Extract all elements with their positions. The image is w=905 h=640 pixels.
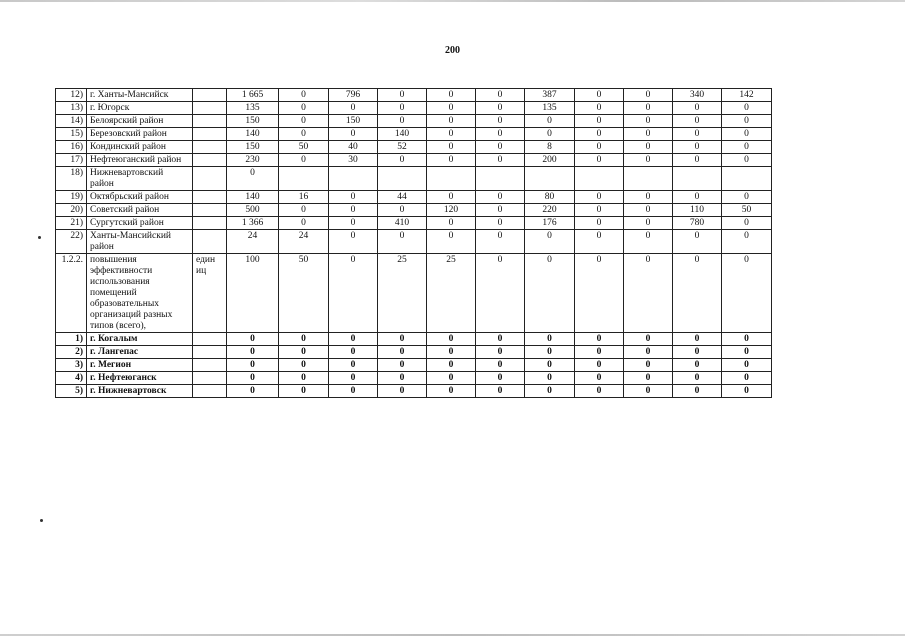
value-cell: 0 — [427, 359, 476, 372]
value-cell: 0 — [476, 128, 525, 141]
value-cell: 0 — [575, 204, 624, 217]
table-row — [56, 254, 772, 333]
value-cell: 0 — [722, 372, 772, 385]
value-cell: 0 — [378, 230, 427, 254]
value-cell: 0 — [673, 359, 722, 372]
value-cell: 0 — [227, 372, 279, 385]
unit-cell — [193, 191, 227, 204]
value-cell: 0 — [227, 333, 279, 346]
value-cell: 0 — [673, 128, 722, 141]
value-cell: 0 — [624, 128, 673, 141]
row-number-cell: 12) — [56, 89, 87, 102]
table-row — [56, 385, 772, 398]
table-row — [56, 230, 772, 254]
data-table — [55, 88, 772, 398]
table-row — [56, 154, 772, 167]
value-cell: 24 — [279, 230, 329, 254]
value-cell: 100 — [227, 254, 279, 333]
value-cell: 0 — [329, 204, 378, 217]
value-cell: 0 — [279, 115, 329, 128]
row-number-cell: 22) — [56, 230, 87, 254]
value-cell: 0 — [329, 372, 378, 385]
value-cell: 0 — [624, 385, 673, 398]
value-cell: 0 — [378, 154, 427, 167]
value-cell: 0 — [279, 359, 329, 372]
unit-cell — [193, 128, 227, 141]
territory-name-cell: г. Нефтеюганск — [87, 372, 193, 385]
value-cell: 0 — [722, 346, 772, 359]
table-row — [56, 204, 772, 217]
value-cell — [427, 167, 476, 191]
value-cell: 0 — [525, 359, 575, 372]
value-cell: 24 — [227, 230, 279, 254]
value-cell: 0 — [329, 217, 378, 230]
value-cell: 0 — [624, 141, 673, 154]
value-cell: 0 — [427, 115, 476, 128]
value-cell: 0 — [624, 115, 673, 128]
table-row — [56, 141, 772, 154]
value-cell: 0 — [575, 385, 624, 398]
value-cell: 150 — [329, 115, 378, 128]
value-cell — [476, 167, 525, 191]
value-cell: 0 — [575, 102, 624, 115]
value-cell: 0 — [476, 217, 525, 230]
value-cell: 0 — [476, 89, 525, 102]
value-cell: 0 — [722, 217, 772, 230]
value-cell: 0 — [227, 359, 279, 372]
value-cell: 0 — [525, 333, 575, 346]
value-cell: 120 — [427, 204, 476, 217]
value-cell: 0 — [525, 115, 575, 128]
value-cell: 0 — [227, 346, 279, 359]
value-cell: 0 — [476, 372, 525, 385]
value-cell: 0 — [575, 230, 624, 254]
territory-name-cell: Нефтеюганский район — [87, 154, 193, 167]
value-cell: 0 — [279, 385, 329, 398]
value-cell: 1 366 — [227, 217, 279, 230]
value-cell: 0 — [722, 254, 772, 333]
value-cell: 0 — [476, 359, 525, 372]
row-number-cell: 5) — [56, 385, 87, 398]
unit-cell — [193, 217, 227, 230]
value-cell: 25 — [378, 254, 427, 333]
value-cell: 0 — [329, 254, 378, 333]
value-cell: 50 — [722, 204, 772, 217]
value-cell — [329, 167, 378, 191]
value-cell: 140 — [378, 128, 427, 141]
value-cell: 0 — [378, 372, 427, 385]
value-cell: 0 — [722, 154, 772, 167]
value-cell: 0 — [575, 359, 624, 372]
value-cell: 0 — [476, 102, 525, 115]
territory-name-cell: г. Лангепас — [87, 346, 193, 359]
scan-edge-bottom — [0, 634, 905, 636]
row-number-cell: 15) — [56, 128, 87, 141]
value-cell: 500 — [227, 204, 279, 217]
value-cell: 0 — [673, 154, 722, 167]
value-cell: 0 — [427, 385, 476, 398]
territory-name-cell: г. Ханты-Мансийск — [87, 89, 193, 102]
value-cell: 0 — [575, 128, 624, 141]
value-cell: 52 — [378, 141, 427, 154]
table-row — [56, 359, 772, 372]
table-row — [56, 115, 772, 128]
value-cell: 0 — [673, 230, 722, 254]
scan-speck — [40, 519, 43, 522]
value-cell: 0 — [427, 128, 476, 141]
value-cell: 0 — [378, 89, 427, 102]
value-cell: 0 — [722, 191, 772, 204]
value-cell: 0 — [378, 115, 427, 128]
value-cell: 0 — [673, 385, 722, 398]
territory-name-cell: Кондинский район — [87, 141, 193, 154]
value-cell: 0 — [575, 115, 624, 128]
value-cell: 0 — [427, 333, 476, 346]
territory-name-cell: Сургутский район — [87, 217, 193, 230]
value-cell: 0 — [575, 191, 624, 204]
value-cell: 0 — [722, 141, 772, 154]
value-cell: 0 — [673, 191, 722, 204]
value-cell: 0 — [722, 230, 772, 254]
territory-name-cell: Березовский район — [87, 128, 193, 141]
value-cell: 0 — [329, 346, 378, 359]
table-row — [56, 102, 772, 115]
value-cell: 50 — [279, 254, 329, 333]
value-cell: 0 — [575, 333, 624, 346]
value-cell: 0 — [279, 89, 329, 102]
value-cell: 80 — [525, 191, 575, 204]
value-cell: 0 — [525, 385, 575, 398]
value-cell: 150 — [227, 141, 279, 154]
territory-name-cell: г. Югорск — [87, 102, 193, 115]
value-cell: 0 — [575, 217, 624, 230]
value-cell: 50 — [279, 141, 329, 154]
value-cell: 0 — [525, 230, 575, 254]
value-cell: 0 — [476, 333, 525, 346]
value-cell — [378, 167, 427, 191]
row-number-cell: 13) — [56, 102, 87, 115]
value-cell: 796 — [329, 89, 378, 102]
value-cell: 0 — [279, 217, 329, 230]
value-cell — [624, 167, 673, 191]
value-cell: 140 — [227, 191, 279, 204]
value-cell: 0 — [427, 372, 476, 385]
row-number-cell: 4) — [56, 372, 87, 385]
value-cell: 0 — [722, 385, 772, 398]
unit-cell — [193, 346, 227, 359]
unit-cell — [193, 89, 227, 102]
value-cell: 0 — [476, 204, 525, 217]
value-cell: 0 — [329, 128, 378, 141]
row-number-cell: 1) — [56, 333, 87, 346]
value-cell: 0 — [624, 89, 673, 102]
territory-name-cell: Советский район — [87, 204, 193, 217]
value-cell: 142 — [722, 89, 772, 102]
value-cell: 0 — [624, 204, 673, 217]
value-cell: 0 — [624, 333, 673, 346]
page-number: 200 — [445, 45, 460, 56]
value-cell: 0 — [575, 89, 624, 102]
value-cell: 0 — [378, 204, 427, 217]
value-cell: 0 — [673, 102, 722, 115]
value-cell: 0 — [673, 254, 722, 333]
value-cell: 0 — [476, 115, 525, 128]
value-cell: 0 — [227, 167, 279, 191]
value-cell: 0 — [624, 217, 673, 230]
value-cell: 40 — [329, 141, 378, 154]
value-cell: 0 — [624, 191, 673, 204]
value-cell: 0 — [624, 102, 673, 115]
row-number-cell: 16) — [56, 141, 87, 154]
value-cell: 0 — [279, 372, 329, 385]
value-cell: 0 — [329, 385, 378, 398]
value-cell — [673, 167, 722, 191]
unit-cell — [193, 385, 227, 398]
value-cell: 176 — [525, 217, 575, 230]
row-number-cell: 19) — [56, 191, 87, 204]
value-cell: 0 — [227, 385, 279, 398]
value-cell: 0 — [525, 346, 575, 359]
table-row — [56, 191, 772, 204]
territory-name-cell: Октябрьский район — [87, 191, 193, 204]
value-cell: 0 — [476, 191, 525, 204]
value-cell: 25 — [427, 254, 476, 333]
row-number-cell: 21) — [56, 217, 87, 230]
territory-name-cell: г. Когалым — [87, 333, 193, 346]
table-row — [56, 89, 772, 102]
value-cell: 0 — [279, 346, 329, 359]
value-cell: 0 — [722, 359, 772, 372]
value-cell: 0 — [476, 141, 525, 154]
table-row — [56, 333, 772, 346]
unit-cell — [193, 154, 227, 167]
value-cell: 44 — [378, 191, 427, 204]
value-cell: 0 — [279, 154, 329, 167]
value-cell: 0 — [378, 102, 427, 115]
value-cell: 140 — [227, 128, 279, 141]
value-cell: 200 — [525, 154, 575, 167]
value-cell: 220 — [525, 204, 575, 217]
scan-edge-top — [0, 0, 905, 2]
value-cell: 0 — [329, 359, 378, 372]
value-cell: 0 — [378, 385, 427, 398]
value-cell: 0 — [329, 333, 378, 346]
value-cell: 0 — [378, 346, 427, 359]
unit-cell — [193, 102, 227, 115]
value-cell: 387 — [525, 89, 575, 102]
value-cell: 0 — [722, 102, 772, 115]
unit-cell: един иц — [193, 254, 227, 333]
value-cell: 0 — [673, 372, 722, 385]
row-number-cell: 18) — [56, 167, 87, 191]
value-cell: 0 — [427, 217, 476, 230]
value-cell — [722, 167, 772, 191]
value-cell: 30 — [329, 154, 378, 167]
row-number-cell: 3) — [56, 359, 87, 372]
value-cell: 0 — [427, 141, 476, 154]
territory-name-cell: повышения эффективности использования помещений образовательных организаций разных типов (всего), — [87, 254, 193, 333]
value-cell — [525, 167, 575, 191]
row-number-cell: 17) — [56, 154, 87, 167]
row-number-cell: 20) — [56, 204, 87, 217]
value-cell: 0 — [476, 230, 525, 254]
table-row — [56, 128, 772, 141]
value-cell — [575, 167, 624, 191]
value-cell: 0 — [329, 191, 378, 204]
unit-cell — [193, 141, 227, 154]
value-cell: 0 — [575, 254, 624, 333]
value-cell: 8 — [525, 141, 575, 154]
unit-cell — [193, 115, 227, 128]
value-cell: 0 — [279, 128, 329, 141]
scan-speck — [38, 236, 41, 239]
value-cell — [279, 167, 329, 191]
value-cell: 0 — [378, 333, 427, 346]
value-cell: 0 — [279, 204, 329, 217]
value-cell: 0 — [624, 346, 673, 359]
value-cell: 0 — [624, 254, 673, 333]
value-cell: 230 — [227, 154, 279, 167]
unit-cell — [193, 359, 227, 372]
unit-cell — [193, 204, 227, 217]
value-cell: 0 — [673, 141, 722, 154]
value-cell: 110 — [673, 204, 722, 217]
value-cell: 0 — [722, 128, 772, 141]
value-cell: 340 — [673, 89, 722, 102]
table-row — [56, 372, 772, 385]
value-cell: 16 — [279, 191, 329, 204]
value-cell: 0 — [427, 89, 476, 102]
unit-cell — [193, 167, 227, 191]
value-cell: 410 — [378, 217, 427, 230]
value-cell: 0 — [575, 372, 624, 385]
value-cell: 0 — [427, 230, 476, 254]
value-cell: 0 — [624, 372, 673, 385]
row-number-cell: 1.2.2. — [56, 254, 87, 333]
value-cell: 0 — [476, 254, 525, 333]
value-cell: 0 — [427, 191, 476, 204]
territory-name-cell: г. Мегион — [87, 359, 193, 372]
value-cell: 0 — [329, 102, 378, 115]
value-cell: 0 — [279, 102, 329, 115]
value-cell: 0 — [673, 333, 722, 346]
value-cell: 0 — [525, 254, 575, 333]
table-row — [56, 346, 772, 359]
value-cell: 0 — [279, 333, 329, 346]
value-cell: 0 — [575, 141, 624, 154]
value-cell: 0 — [427, 346, 476, 359]
value-cell: 0 — [673, 346, 722, 359]
value-cell: 0 — [624, 154, 673, 167]
unit-cell — [193, 372, 227, 385]
value-cell: 150 — [227, 115, 279, 128]
value-cell: 0 — [476, 385, 525, 398]
value-cell: 0 — [575, 154, 624, 167]
value-cell: 135 — [227, 102, 279, 115]
table-row — [56, 217, 772, 230]
row-number-cell: 2) — [56, 346, 87, 359]
value-cell: 1 665 — [227, 89, 279, 102]
value-cell: 0 — [722, 115, 772, 128]
value-cell: 0 — [673, 115, 722, 128]
value-cell: 0 — [575, 346, 624, 359]
territory-name-cell: Нижневартовский район — [87, 167, 193, 191]
unit-cell — [193, 230, 227, 254]
value-cell: 0 — [329, 230, 378, 254]
value-cell: 0 — [476, 346, 525, 359]
value-cell: 0 — [525, 372, 575, 385]
value-cell: 780 — [673, 217, 722, 230]
value-cell: 0 — [525, 128, 575, 141]
unit-cell — [193, 333, 227, 346]
territory-name-cell: Белоярский район — [87, 115, 193, 128]
value-cell: 0 — [722, 333, 772, 346]
value-cell: 0 — [624, 230, 673, 254]
table-row — [56, 167, 772, 191]
table-body — [56, 89, 772, 398]
row-number-cell: 14) — [56, 115, 87, 128]
value-cell: 0 — [378, 359, 427, 372]
territory-name-cell: Ханты-Мансийский район — [87, 230, 193, 254]
value-cell: 0 — [427, 102, 476, 115]
value-cell: 0 — [476, 154, 525, 167]
value-cell: 0 — [427, 154, 476, 167]
value-cell: 0 — [624, 359, 673, 372]
territory-name-cell: г. Нижневартовск — [87, 385, 193, 398]
value-cell: 135 — [525, 102, 575, 115]
